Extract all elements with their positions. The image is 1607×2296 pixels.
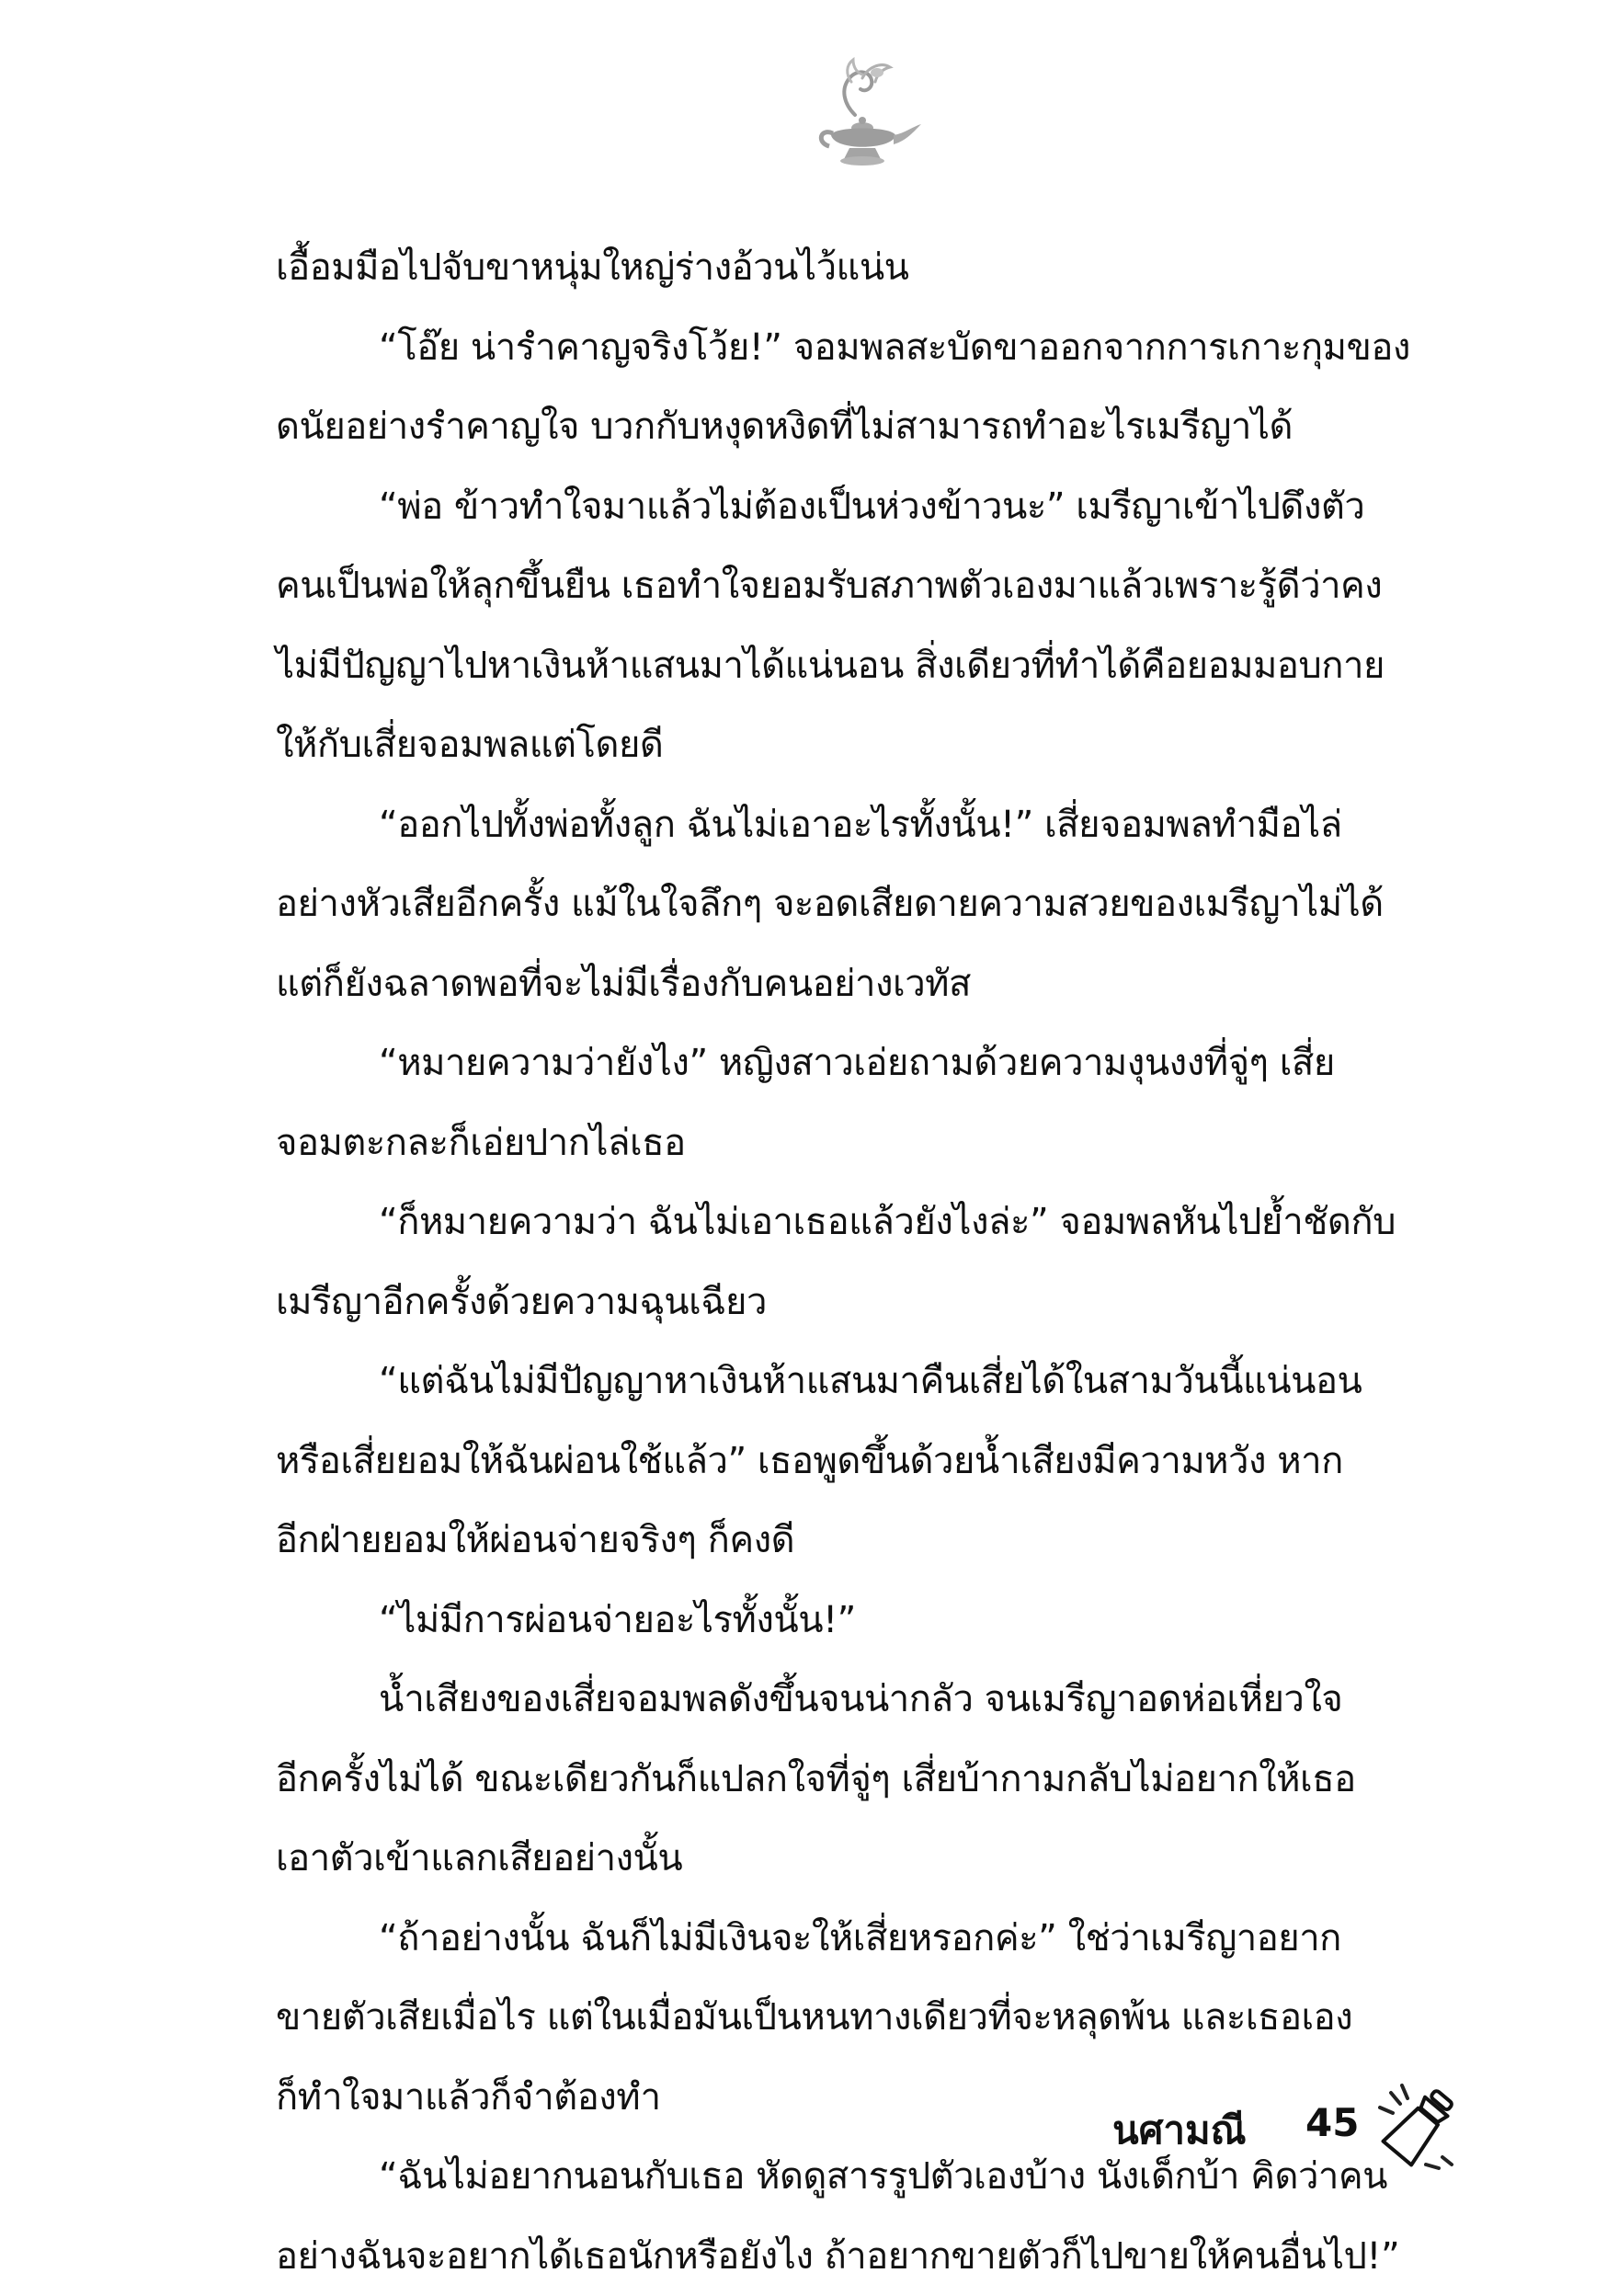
text-line: “แต่ฉันไม่มีปัญญาหาเงินห้าแสนมาคืนเสี่ยได้ในสามวันนี้แน่นอน <box>276 1342 1462 1422</box>
text-line: จอมตะกละก็เอ่ยปากไล่เธอ <box>276 1103 1462 1183</box>
text-line: “ไม่มีการผ่อนจ่ายอะไรทั้งนั้น!” <box>276 1581 1462 1661</box>
author-name: นศามณี <box>1112 2100 1247 2161</box>
text-line: เอื้อมมือไปจับขาหนุ่มใหญ่ร่างอ้วนไว้แน่น <box>276 228 1462 308</box>
text-line: แต่ก็ยังฉลาดพอที่จะไม่มีเรื่องกับคนอย่างเวทัส <box>276 944 1462 1024</box>
text-line: เอาตัวเข้าแลกเสียอย่างนั้น <box>276 1819 1462 1899</box>
text-line: ให้กับเสี่ยจอมพลแต่โดยดี <box>276 705 1462 785</box>
text-line: ก็ทำใจมาแล้วก็จำต้องทำ <box>276 2058 1462 2138</box>
page-number: 45 <box>1305 2100 1359 2145</box>
text-line: “หมายความว่ายังไง” หญิงสาวเอ่ยถามด้วยความงุนงงที่จู่ๆ เสี่ย <box>276 1023 1462 1103</box>
text-line: “ฉันไม่อยากนอนกับเธอ หัดดูสารรูปตัวเองบ้าง นังเด็กบ้า คิดว่าคน <box>276 2137 1462 2217</box>
text-line: อีกครั้งไม่ได้ ขณะเดียวกันก็แปลกใจที่จู่ๆ เสี่ยบ้ากามกลับไม่อยากให้เธอ <box>276 1740 1462 1820</box>
text-line: ขายตัวเสียเมื่อไร แต่ในเมื่อมันเป็นหนทางเดียวที่จะหลุดพ้น และเธอเอง <box>276 1978 1462 2058</box>
text-line: ดนัยอย่างรำคาญใจ บวกกับหงุดหงิดที่ไม่สามารถทำอะไรเมรีญาได้ <box>276 387 1462 467</box>
text-line: อย่างฉันจะอยากได้เธอนักหรือยังไง ถ้าอยากขายตัวก็ไปขายให้คนอื่นไป!” <box>276 2217 1462 2296</box>
page-footer <box>1112 2080 1480 2172</box>
body-text <box>276 228 1462 2296</box>
text-line: ไม่มีปัญญาไปหาเงินห้าแสนมาได้แน่นอน สิ่งเดียวที่ทำได้คือยอมมอบกาย <box>276 626 1462 706</box>
text-line: หรือเสี่ยยอมให้ฉันผ่อนใช้แล้ว” เธอพูดขึ้นด้วยน้ำเสียงมีความหวัง หาก <box>276 1422 1462 1502</box>
text-line: “พ่อ ข้าวทำใจมาแล้วไม่ต้องเป็นห่วงข้าวนะ” เมรีญาเข้าไปดึงตัว <box>276 467 1462 547</box>
text-line: น้ำเสียงของเสี่ยจอมพลดังขึ้นจนน่ากลัว จนเมรีญาอดห่อเหี่ยวใจ <box>276 1660 1462 1740</box>
text-line: คนเป็นพ่อให้ลุกขึ้นยืน เธอทำใจยอมรับสภาพตัวเองมาแล้วเพราะรู้ดีว่าคง <box>276 546 1462 626</box>
text-line: “ถ้าอย่างนั้น ฉันก็ไม่มีเงินจะให้เสี่ยหรอกค่ะ” ใช่ว่าเมรีญาอยาก <box>276 1899 1462 1979</box>
text-line: “ก็หมายความว่า ฉันไม่เอาเธอแล้วยังไงล่ะ” จอมพลหันไปย้ำชัดกับ <box>276 1182 1462 1262</box>
text-line: “ออกไปทั้งพ่อทั้งลูก ฉันไม่เอาอะไรทั้งนั้น!” เสี่ยจอมพลทำมือไล่ <box>276 785 1462 865</box>
text-line: เมรีญาอีกครั้งด้วยความฉุนเฉียว <box>276 1262 1462 1342</box>
text-line: อีกฝ่ายยอมให้ผ่อนจ่ายจริงๆ ก็คงดี <box>276 1501 1462 1581</box>
text-line: “โอ๊ย น่ารำคาญจริงโว้ย!” จอมพลสะบัดขาออกจากการเกาะกุมของ <box>276 308 1462 388</box>
text-line: อย่างหัวเสียอีกครั้ง แม้ในใจลึกๆ จะอดเสียดายความสวยของเมรีญาไม่ได้ <box>276 864 1462 944</box>
cocktail-shaker-icon <box>1373 2080 1460 2172</box>
magic-lamp-icon <box>798 51 927 179</box>
